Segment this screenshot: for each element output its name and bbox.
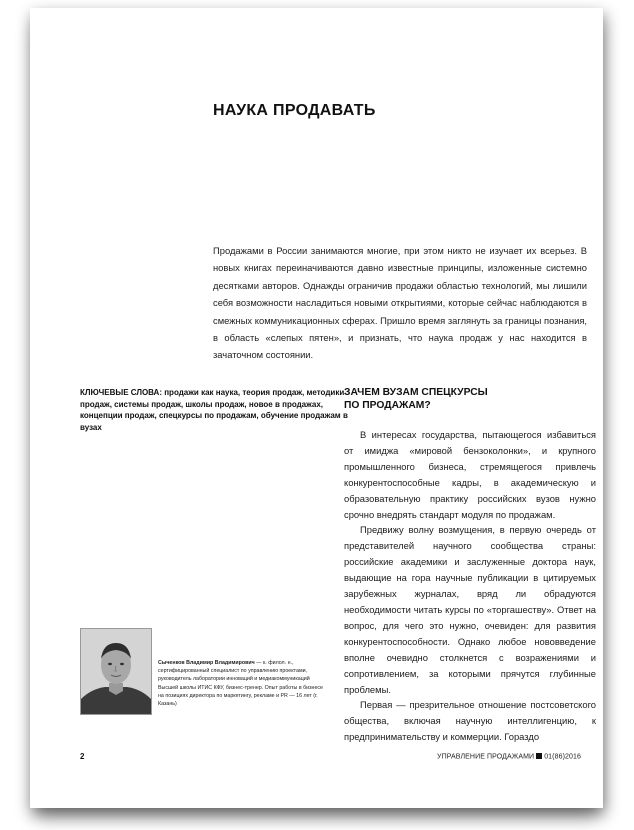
author-photo xyxy=(80,628,152,715)
issue-number: 01(86)2016 xyxy=(544,753,581,761)
running-footer xyxy=(437,753,581,761)
article-lead: Продажами в России занимаются многие, при этом никто не изучает их всерьез. В новых книгах переиначиваются давно известные принципы, изложенные системно десятками авторов. Однажды ограничив продажи областью технологий, мы лишили себя возможности насладиться новыми открытиями, которые сейчас наблюдаются в смежных коммуникационных сферах. Пришло время заглянуть за границы познания, в область «слепых пятен», и признать, что наука продаж у нас находится в зачаточном состоянии. xyxy=(213,245,587,361)
article-title: НАУКА ПРОДАВАТЬ xyxy=(213,102,376,119)
keywords: КЛЮЧЕВЫЕ СЛОВА: продажи как наука, теория продаж, методики продаж, системы продаж, школы продаж, новое в продажах, концепции продаж, спецкурсы по продажам, обучение продажам в вузах xyxy=(80,388,348,432)
page-number: 2 xyxy=(80,752,85,761)
author-name: Сыченков Владимир Владимирович xyxy=(158,660,255,666)
section-heading xyxy=(344,386,584,412)
author-description: — к. филол. н., сертифицированный специалист по управлению проектами, руководитель лаборатории инноваций и медиакоммуникаций Высшей школы ИТИС КФУ, бизнес-тренер. Опыт работы в бизнесе на позициях директора по маркетингу, рекламе и PR — 16 лет (г. Казань) xyxy=(158,660,323,708)
author-portrait-icon xyxy=(81,629,151,714)
body-paragraph: Предвижу волну возмущения, в первую очередь от представителей научного сообщества страны: российские академики и заслуженные доктора наук, выдающие на гора научные публикации в цитируемых зарубежных журналах, вряд ли обрадуются необходимости читать курсы по «торгашеству». Ответ на вопрос, для чего это нужно, очевиден: для развития конкурентоспособности. Однако любое нововведение вполне очевидно столкнется с возражениями и сопротивлением, за которыми прячутся глубинные проблемы. xyxy=(344,524,596,695)
body-paragraph: Первая — презрительное отношение постсоветского общества, включая научную интеллигенцию, к предпринимательству и коммерции. Гораздо xyxy=(344,699,596,743)
section-heading-line1: ЗАЧЕМ ВУЗАМ СПЕЦКУРСЫ xyxy=(344,387,488,398)
section-heading-line2: ПО ПРОДАЖАМ? xyxy=(344,400,431,411)
article-body xyxy=(344,427,596,745)
square-separator-icon xyxy=(536,753,542,759)
journal-name: УПРАВЛЕНИЕ ПРОДАЖАМИ xyxy=(437,753,535,761)
author-bio xyxy=(158,659,328,708)
magazine-page xyxy=(30,8,603,808)
body-paragraph: В интересах государства, пытающегося избавиться от имиджа «мировой бензоколонки», и крупного промышленного бизнеса, стремящегося привлечь конкурентоспособные кадры, в академическую и образовательную практику российских вузов нужно срочно внедрять стандарт модуля по продажам. xyxy=(344,429,596,520)
